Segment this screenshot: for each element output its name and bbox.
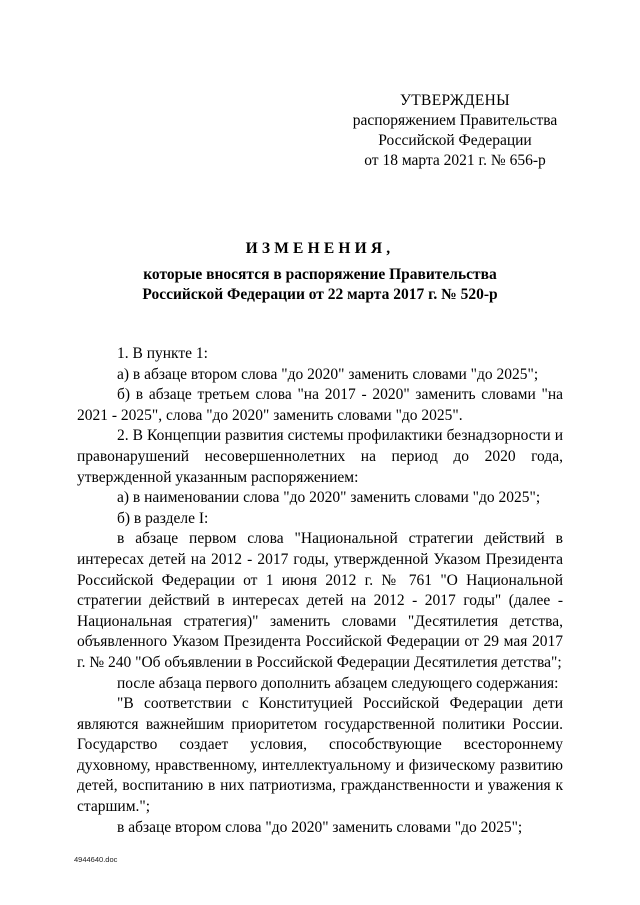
- document-body: [77, 344, 563, 838]
- paragraph-8: после абзаца первого дополнить абзацем следующего содержания:: [117, 674, 559, 692]
- subtitle-line-1: которые вносятся в распоряжение Правительства: [143, 266, 497, 283]
- paragraph-1: 1. В пункте 1:: [117, 345, 208, 362]
- paragraph-9: "В соответствии с Конституцией Российской Федерации дети являются важнейшим приоритетом государственной политики России. Государство создает условия, способствующие всестороннему духовному, нравственному, интеллектуальному и физическому развитию детей, воспитанию в них патриотизма, гражданственности и уважения к старшим.";: [77, 695, 563, 816]
- paragraph-7: в абзаце первом слова "Национальной стратегии действий в интересах детей на 2012 - 2017 годы, утвержденной Указом Президента Российской Федерации от 1 июня 2012 г. № 761 "О Национальной стратегии действий в интересах детей на 2012 - 2017 годы" (далее - Национальная стратегия)" заменить словами "Десятилетия детства, объявленного Указом Президента Российской Федерации от 29 мая 2017 г. № 240 "Об объявлении в Российской Федерации Десятилетия детства";: [77, 530, 563, 671]
- approval-line-1: распоряжением Правительства: [352, 112, 558, 129]
- subtitle-line-2: Российской Федерации от 22 марта 2017 г. № 520-р: [142, 286, 498, 303]
- approval-heading: УТВЕРЖДЕНЫ: [400, 92, 510, 109]
- file-name-footer: 4944640.doc: [74, 855, 118, 864]
- paragraph-4: 2. В Концепции развития системы профилактики безнадзорности и правонарушений несовершеннолетних на период до 2020 года, утвержденной указанным распоряжением:: [77, 427, 563, 486]
- paragraph-2: а) в абзаце втором слова "до 2020" заменить словами "до 2025";: [117, 365, 539, 383]
- approval-line-2: Российской Федерации: [378, 132, 532, 149]
- paragraph-10: в абзаце втором слова "до 2020" заменить словами "до 2025";: [117, 818, 523, 836]
- approval-stamp: [330, 91, 580, 171]
- paragraph-3: б) в абзаце третьем слова "на 2017 - 2020" заменить словами "на 2021 - 2025", слова "до 2020" заменить словами "до 2025".: [77, 386, 563, 424]
- approval-line-3: от 18 марта 2021 г. № 656-р: [364, 152, 546, 169]
- document-subtitle: [60, 265, 580, 305]
- document-title: ИЗМЕНЕНИЯ,: [245, 240, 395, 257]
- paragraph-5: а) в наименовании слова "до 2020" заменить словами "до 2025";: [117, 489, 541, 507]
- paragraph-6: б) в разделе I:: [117, 509, 209, 527]
